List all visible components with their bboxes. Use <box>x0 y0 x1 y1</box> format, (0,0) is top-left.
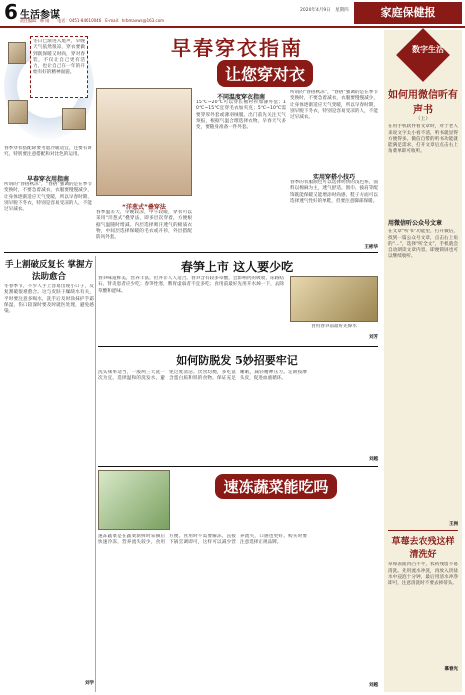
left2-text: 冬春季节，不少人手上容易出现小口子，反复割破很难愈合。这与皮肤干燥缺水有关，平时要注意多喝水，洗手后及时涂抹护手霜保湿，伤口较深时要及时就医处理，避免感染。 <box>4 284 94 315</box>
feature-subtitle-block <box>180 60 350 87</box>
feature-caption: 春季穿衣搭配除要考虑冷暖适宜，还要有讲究，特别要注意搭配和对比色的运用。 <box>4 146 92 158</box>
left2-title: 手上割破反复长 掌握方法助愈合 <box>5 260 93 282</box>
right-author: 王洲 <box>449 522 458 528</box>
bamboo-shoot-photo <box>290 276 378 322</box>
center-sec3-title: 实用穿搭小技巧 <box>312 174 355 181</box>
right-head2: 用微信听公众号文章 <box>388 220 443 228</box>
tag-wrap <box>384 30 462 80</box>
right-column <box>384 30 462 692</box>
feature-title-block <box>96 32 378 62</box>
divider <box>4 252 378 253</box>
page-number: 6 <box>4 0 18 24</box>
left2-author: 刘学 <box>85 681 94 686</box>
right-divider <box>388 530 458 531</box>
spring-caption: 食用春笋前最好先焯水 <box>311 324 357 329</box>
feature-title: 早春穿衣指南 <box>171 36 303 60</box>
spring-text: 春笋味道鲜美，营养丰富，但并非人人适合。春笋含有较多草酸，会影响钙的吸收，尿路结石、肾炎患者应少吃；春笋性寒，脾胃虚弱者不宜多吃；食用前最好先用开水焯一下，去除草酸和涩味。 <box>98 276 284 294</box>
center-sec2-title: 不同温度穿衣指南 <box>216 94 265 101</box>
right-head3: 草莓去农残这样清洗好 <box>391 537 455 561</box>
pickle-text: 速冻蔬菜是在蔬菜新鲜时采摘后快速冷冻，营养流失较少，食用方便。食用时不需要解冻，直接下锅烹调即可，这样可以减少营养流失，口感也更好。购买时要注意选择正规品牌。 <box>98 534 307 546</box>
pickle-title: 速冻蔬菜能吃吗 <box>215 474 336 499</box>
right-text1: 在用手机软件看文章时，对于老人来说文字太小看不清，听书就显得方便得多。微信自带的听书功能就能满足需求，打开文章后点击右上角菜单即可收听。 <box>388 124 458 155</box>
left-text: 所谓的“春捂秋冻”，“春捂”强调的是在季节变换时，不要急着减衣，衣服要慢慢减少，让身体逐渐适应天气变暖，所以早春时期，别早脱下冬衣，特别是容易受凉的人，不能过早减衣。 <box>4 182 92 213</box>
right-text2: 在文章“听书”功能里，打开微信，找到一篇公众号文章，点击右上角的“…”，选择“听全文”，手机就会自动朗读文章内容，即便锁屏也可以继续收听。 <box>388 229 458 260</box>
column-rule <box>95 256 96 692</box>
center-author: 王彬华 <box>364 245 378 250</box>
section-title: 生活参谋 <box>20 10 60 21</box>
right-head: 如何用微信听有声书 <box>388 90 458 116</box>
center-sec-text: 春季温差大，早晚较凉，中午较暖，穿衣可以采用“洋葱式”叠穿法，即多层次穿着，方便根据气温随时增减。内层选择吸汗透气的棉质衣物，中间层选择保暖的毛衣或开衫，外层搭配防风外套。 <box>96 210 192 241</box>
pickle-title-wrap <box>174 474 378 499</box>
pickle-author: 刘越 <box>369 683 378 688</box>
hairloss-author: 刘越 <box>369 457 378 462</box>
spring-author: 刘芳 <box>369 335 378 340</box>
contact-line: 责任编辑：韩 刚 电话：0451-84610046 E-mail：hrbmaxws@163.com <box>20 18 165 23</box>
right-author3: 慕春光 <box>444 667 458 673</box>
jacket-image <box>8 100 28 124</box>
intro-box <box>30 36 88 98</box>
column-banner: 家庭保健报 <box>354 2 462 24</box>
right-sub: （上） <box>415 116 431 122</box>
intro-text: 冬日已渐进入尾声，早晚天气依然很凉，穿衣要做到既保暖又时尚，穿对春装，不仅让自己更有活力，也让自己在一年的开始有好的精神面貌。 <box>33 39 85 76</box>
center-sec-title: “洋葱式”叠穿法 <box>122 204 166 211</box>
divider-3 <box>98 466 378 467</box>
woman-photo <box>96 88 192 196</box>
hairloss-title: 如何防脱发 5妙招要牢记 <box>176 354 298 367</box>
sweater-image <box>62 108 86 130</box>
coat-image <box>8 42 26 64</box>
feature-subtitle: 让您穿对衣 <box>217 60 313 87</box>
digital-life-tag: 数字生活 <box>396 28 450 82</box>
frozen-veg-photo <box>98 470 170 530</box>
center-sec3-intro: 所谓的“春捂秋冻”，“春捂”强调的是在季节变换时，不要急着减衣，衣服要慢慢减少，让身体逐渐适应天气变暖，所以早春时期，别早脱下冬衣，特别是容易受凉的人，不能过早减衣。 <box>290 90 378 121</box>
hairloss-text: 洗头频率适当，一般两三天洗一次为宜。选择温和的洗发水，避免过度清洁。饮食均衡，多吃富含蛋白质和铁的食物。保证充足睡眠，减轻精神压力。定期按摩头皮，促进血液循环。 <box>98 370 307 382</box>
page-header <box>0 0 465 28</box>
center-sec3-text: 春季的衣服颜色可以选择明快的浅色系，面料以棉麻为主，透气舒适。围巾、披肩等配饰既能保暖又能增添时尚感，鞋子方面可以选择透气性好的单鞋，但要注意脚部保暖。 <box>290 180 378 204</box>
spring-title: 春笋上市 这人要少吃 <box>180 260 294 274</box>
center-sec2-text: 15℃~20℃可以穿长袖衬衫加薄外套；10℃~15℃宜穿毛衣加夹克；5℃~10℃需要穿厚外套或薄羽绒服。出门前先关注天气预报，根据气温合理选择衣物。早春天气多变，要随身准备一件外套。 <box>196 100 286 131</box>
left-head: 早春穿衣用指南 <box>26 176 69 183</box>
right-text3: 草莓表面凹凸不平，农药残留不易清洗。先用流水冲洗，再放入淡盐水中浸泡十分钟，最后用清水冲净即可，注意清洗时不要去掉蒂头。 <box>388 562 458 587</box>
divider-2 <box>98 346 378 347</box>
issue-date: 2020年4月9日 星期四 <box>300 8 349 13</box>
